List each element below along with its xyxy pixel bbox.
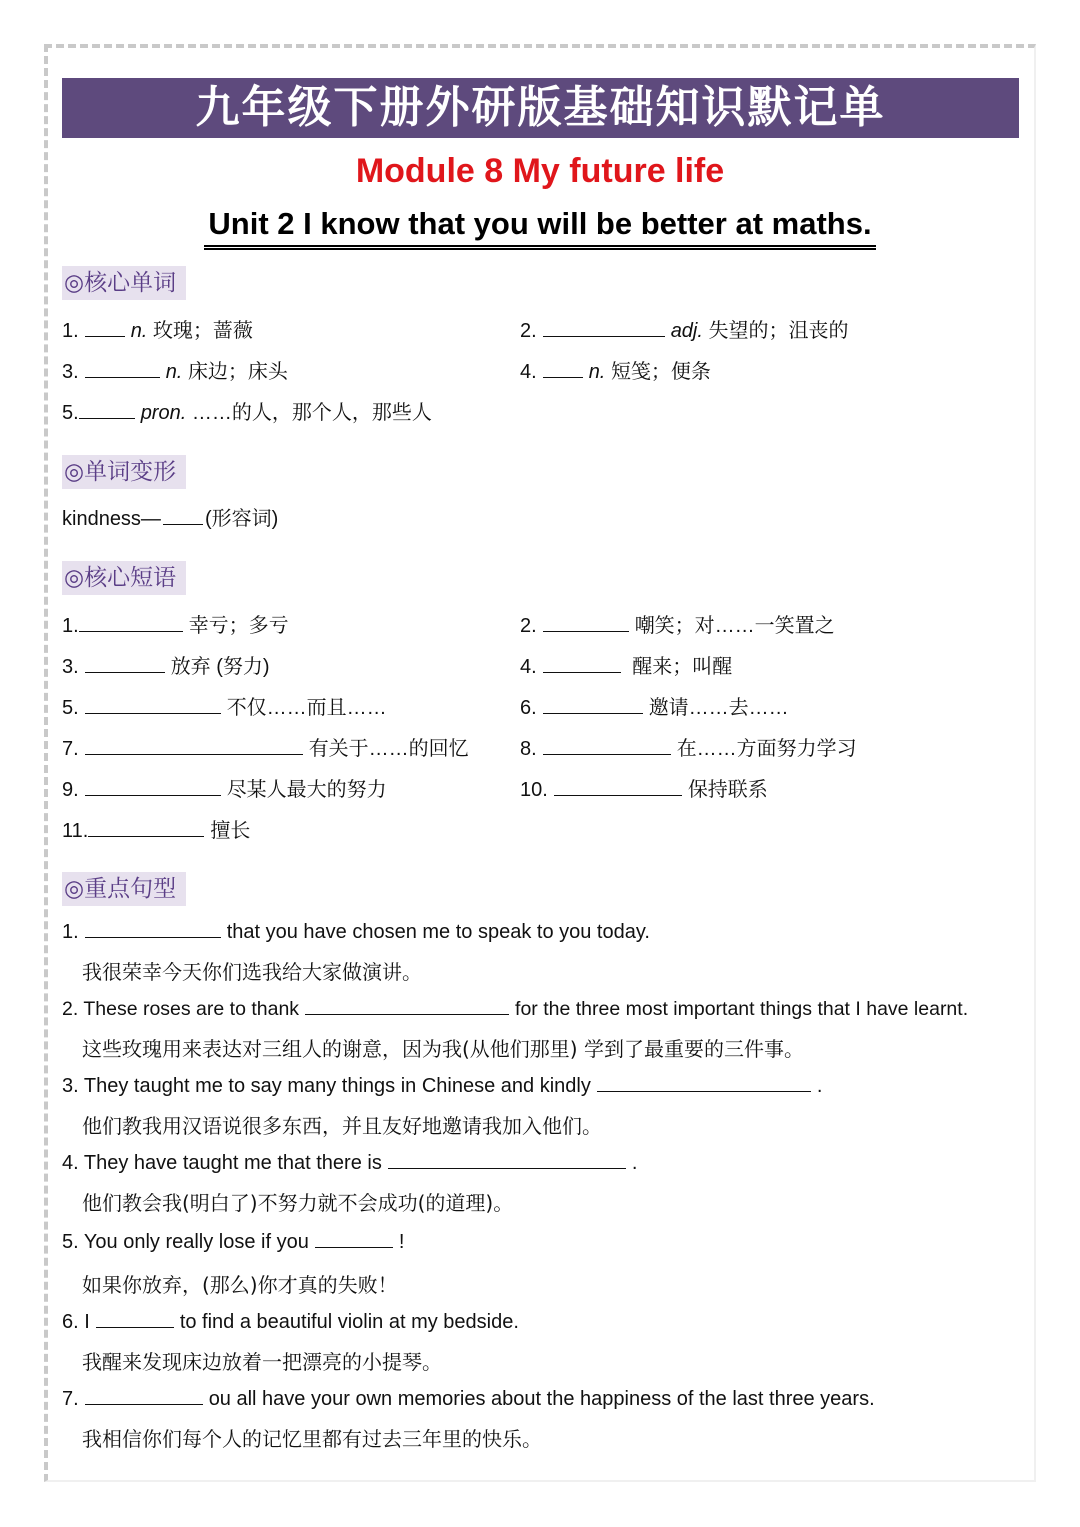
answer-blank[interactable] <box>85 777 221 796</box>
phrase-item-3 <box>62 650 270 679</box>
sentence-text: ! <box>398 1231 405 1253</box>
answer-blank[interactable] <box>543 736 671 755</box>
sentence-text: . <box>631 1152 638 1174</box>
phrase-meaning: 擅长 <box>210 820 251 842</box>
item-number: 3. <box>62 361 79 383</box>
answer-blank[interactable] <box>315 1229 393 1248</box>
item-number: 3. <box>62 1075 79 1097</box>
sentence-4 <box>62 1150 637 1175</box>
sentence-3 <box>62 1073 822 1098</box>
sentence-text: for the three most important things that I have learnt. <box>515 998 969 1020</box>
item-number: 4. <box>520 656 537 678</box>
sentence-3-translation: 他们教我用汉语说很多东西，并且友好地邀请我加入他们。 <box>82 1114 602 1138</box>
sentence-1 <box>62 919 650 944</box>
phrase-item-7 <box>62 732 469 761</box>
word-item-3 <box>62 355 288 384</box>
item-number: 3. <box>62 656 79 678</box>
sentence-text: . <box>816 1075 823 1097</box>
answer-blank[interactable] <box>597 1073 811 1092</box>
item-number: 5. <box>62 697 79 719</box>
item-number: 6. <box>520 697 537 719</box>
phrase-meaning: 放弃 (努力) <box>170 656 270 678</box>
answer-blank[interactable] <box>543 654 621 673</box>
sentence-text: ou all have your own memories about the happiness of the last three years. <box>208 1388 875 1410</box>
sentence-6 <box>62 1309 519 1334</box>
item-number: 11. <box>62 820 89 842</box>
part-of-speech: n. <box>165 361 183 383</box>
item-number: 1. <box>62 320 79 342</box>
item-number: 2. <box>520 615 537 637</box>
phrase-meaning: 尽某人最大的努力 <box>226 779 387 801</box>
phrase-meaning: 邀请……去…… <box>648 697 789 719</box>
phrase-meaning: 嘲笑；对……一笑置之 <box>634 615 835 637</box>
answer-blank[interactable] <box>85 695 221 714</box>
item-number: 7. <box>62 1388 79 1410</box>
answer-blank[interactable] <box>543 318 665 337</box>
item-number: 2. <box>62 998 79 1020</box>
sentence-text: These roses are to thank <box>83 998 300 1020</box>
answer-blank[interactable] <box>85 654 165 673</box>
phrase-item-4 <box>520 650 732 679</box>
phrase-meaning: 不仅……而且…… <box>226 697 387 719</box>
word-meaning: 短笺；便条 <box>610 361 711 383</box>
answer-blank[interactable] <box>79 613 183 632</box>
answer-blank[interactable] <box>88 818 204 837</box>
answer-blank[interactable] <box>79 400 135 419</box>
word-meaning: 玫瑰；蔷薇 <box>152 320 253 342</box>
phrase-meaning: 保持联系 <box>687 779 768 801</box>
item-number: 5. <box>62 402 79 424</box>
sentence-2 <box>62 996 968 1021</box>
word-meaning: 失望的；沮丧的 <box>708 320 849 342</box>
base-word: kindness— <box>62 508 161 530</box>
phrase-item-1 <box>62 609 289 638</box>
item-number: 7. <box>62 738 79 760</box>
part-of-speech: n. <box>588 361 606 383</box>
answer-blank[interactable] <box>85 1386 203 1405</box>
phrase-item-11 <box>62 814 250 843</box>
unit-heading: Unit 2 I know that you will be better at maths. <box>204 206 875 250</box>
page-frame <box>44 44 1036 1482</box>
answer-blank[interactable] <box>85 736 303 755</box>
answer-blank[interactable] <box>543 695 643 714</box>
phrase-item-10 <box>520 773 768 802</box>
sentence-5-translation: 如果你放弃，(那么)你才真的失败！ <box>82 1273 398 1297</box>
form-hint: (形容词) <box>204 508 279 530</box>
phrase-item-8 <box>520 732 857 761</box>
answer-blank[interactable] <box>543 613 629 632</box>
word-item-4 <box>520 355 711 384</box>
word-meaning: 床边；床头 <box>187 361 288 383</box>
item-number: 6. <box>62 1311 79 1333</box>
sentence-7-translation: 我相信你们每个人的记忆里都有过去三年里的快乐。 <box>82 1427 542 1451</box>
word-item-1 <box>62 314 253 343</box>
phrase-meaning: 在……方面努力学习 <box>676 738 857 760</box>
sentence-5 <box>62 1229 404 1254</box>
word-item-2 <box>520 314 849 343</box>
sentence-4-translation: 他们教会我(明白了)不努力就不会成功(的道理)。 <box>82 1191 514 1215</box>
answer-blank[interactable] <box>543 359 583 378</box>
answer-blank[interactable] <box>85 919 221 938</box>
item-number: 1. <box>62 921 79 943</box>
sentence-1-translation: 我很荣幸今天你们选我给大家做演讲。 <box>82 960 422 984</box>
item-number: 5. <box>62 1231 79 1253</box>
sentence-7 <box>62 1386 875 1411</box>
answer-blank[interactable] <box>85 359 160 378</box>
answer-blank[interactable] <box>163 506 203 525</box>
section-core-phrases: ◎核心短语 <box>62 561 186 595</box>
phrase-item-6 <box>520 691 789 720</box>
item-number: 9. <box>62 779 79 801</box>
sentence-text: that you have chosen me to speak to you today. <box>226 921 650 943</box>
phrase-meaning: 幸亏；多亏 <box>188 615 289 637</box>
item-number: 10. <box>520 779 548 801</box>
part-of-speech: pron. <box>140 402 187 424</box>
sentence-2-translation: 这些玫瑰用来表达对三组人的谢意，因为我(从他们那里) 学到了最重要的三件事。 <box>82 1037 804 1061</box>
section-word-forms: ◎单词变形 <box>62 455 186 489</box>
word-item-5 <box>62 396 432 425</box>
section-core-words: ◎核心单词 <box>62 266 186 300</box>
item-number: 2. <box>520 320 537 342</box>
answer-blank[interactable] <box>96 1309 174 1328</box>
answer-blank[interactable] <box>85 318 125 337</box>
answer-blank[interactable] <box>388 1150 626 1169</box>
item-number: 4. <box>520 361 537 383</box>
sentence-text: I <box>84 1311 90 1333</box>
section-key-sentences: ◎重点句型 <box>62 872 186 906</box>
unit-heading-wrap <box>0 206 1080 250</box>
answer-blank[interactable] <box>305 996 509 1015</box>
sentence-text: to find a beautiful violin at my bedside. <box>179 1311 519 1333</box>
phrase-item-9 <box>62 773 387 802</box>
sentence-text: You only really lose if you <box>83 1231 309 1253</box>
word-form-item <box>62 502 278 531</box>
phrase-item-2 <box>520 609 835 638</box>
sentence-text: They have taught me that there is <box>83 1152 382 1174</box>
item-number: 1. <box>62 615 79 637</box>
word-meaning: ……的人，那个人，那些人 <box>191 402 432 424</box>
answer-blank[interactable] <box>554 777 682 796</box>
part-of-speech: adj. <box>670 320 703 342</box>
phrase-item-5 <box>62 691 387 720</box>
module-heading: Module 8 My future life <box>355 152 725 190</box>
page-title: 九年级下册外研版基础知识默记单 <box>62 78 1019 138</box>
phrase-meaning: 醒来；叫醒 <box>632 656 733 678</box>
sentence-6-translation: 我醒来发现床边放着一把漂亮的小提琴。 <box>82 1350 442 1374</box>
part-of-speech: n. <box>130 320 148 342</box>
phrase-meaning: 有关于……的回忆 <box>308 738 469 760</box>
item-number: 4. <box>62 1152 79 1174</box>
item-number: 8. <box>520 738 537 760</box>
sentence-text: They taught me to say many things in Chinese and kindly <box>83 1075 591 1097</box>
